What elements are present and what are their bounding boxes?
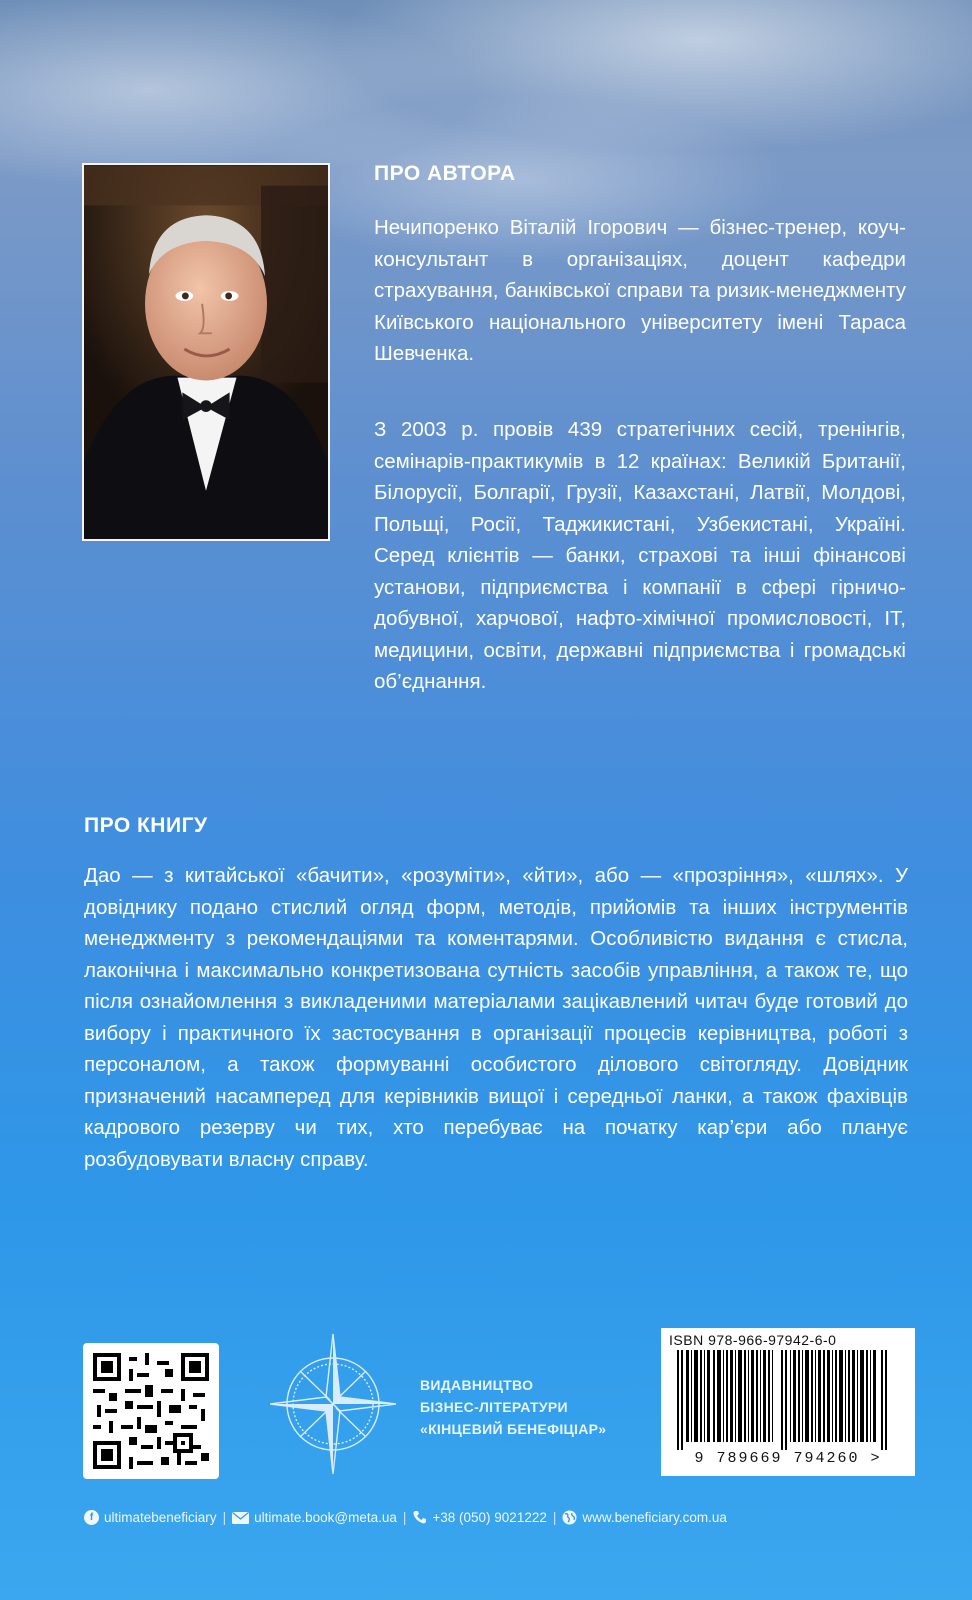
separator: | xyxy=(222,1510,227,1525)
publisher-line: БІЗНЕС-ЛІТЕРАТУРИ xyxy=(420,1399,568,1415)
phone-icon xyxy=(412,1510,427,1525)
email-link[interactable]: ultimate.book@meta.ua xyxy=(254,1510,397,1525)
publisher-line: «КІНЦЕВИЙ БЕНЕФІЦІАР» xyxy=(420,1421,607,1437)
about-book-heading: ПРО КНИГУ xyxy=(84,814,208,837)
compass-rose-logo xyxy=(270,1330,396,1474)
separator: | xyxy=(552,1510,557,1525)
author-bio-paragraph: Нечипоренко Віталій Ігорович — бізнес-тренер, коуч-консультант в організаціях, доцент кафедри страхування, банківської справи та ризик-менеджменту Київського національного університету імені Тараса Шевченка. xyxy=(374,216,906,365)
book-description-paragraph: Дао — з китайської «бачити», «розуміти», «йти», або — «прозріння», «шлях». У довіднику подано стислий огляд форм, методів, прийомів та інших інструментів менеджменту з рекомендаціями та коментарями. Особливістю видання є стисла, лаконічна і максимально конкретизована сутність засобів управління, а також те, що після ознайомлення з викладеними матеріалами зацікавлений читач буде готовий до вибору і практичного їх застосування в організації процесів керівництва, роботі з персоналом, а також формуванні особистого ділового світогляду. Довідник призначений насамперед для керівників вищої і середньої ланки, а також фахівців кадрового резерву чи тих, хто перебуває на початку кар’єри або планує розбудовувати власну справу. xyxy=(84,864,908,1171)
isbn-barcode xyxy=(661,1328,915,1476)
author-experience-paragraph: З 2003 р. провів 439 стратегічних сесій, тренінгів, семінарів-практикумів в 12 країнах: Великій Британії, Білорусії, Болгарії, Грузії, Казахстані, Латвії, Молдові, Польщі, Росії, Таджикистані, Узбекистані, Україні. Серед клієнтів — банки, страхові та інші фінансові установи, підприємства і компанії в сфері гірничо-добувної, харчової, нафто-хімічної промисловості, IT, медицини, освіти, державні підприємства і громадські об’єднання. xyxy=(374,418,906,693)
globe-icon xyxy=(562,1510,577,1525)
phone-number[interactable]: +38 (050) 9021222 xyxy=(432,1510,547,1525)
publisher-name xyxy=(420,1374,606,1440)
separator: | xyxy=(402,1510,407,1525)
about-author-heading: ПРО АВТОРА xyxy=(374,162,516,185)
author-portrait-illustration xyxy=(84,165,328,539)
facebook-link[interactable]: ultimatebeneficiary xyxy=(104,1510,217,1525)
barcode-bars xyxy=(669,1350,907,1450)
publisher-line: ВИДАВНИЦТВО xyxy=(420,1377,534,1393)
isbn-label: ISBN 978-966-97942-6-0 xyxy=(669,1332,837,1348)
barcode-number: 9 789669 794260 > xyxy=(694,1450,882,1467)
facebook-icon: f xyxy=(84,1510,99,1525)
qr-code[interactable] xyxy=(83,1343,219,1479)
qr-code-pattern xyxy=(93,1353,209,1469)
website-link[interactable]: www.beneficiary.com.ua xyxy=(582,1510,727,1525)
author-photo xyxy=(82,163,330,541)
contact-bar xyxy=(84,1510,914,1525)
envelope-icon xyxy=(232,1512,249,1524)
